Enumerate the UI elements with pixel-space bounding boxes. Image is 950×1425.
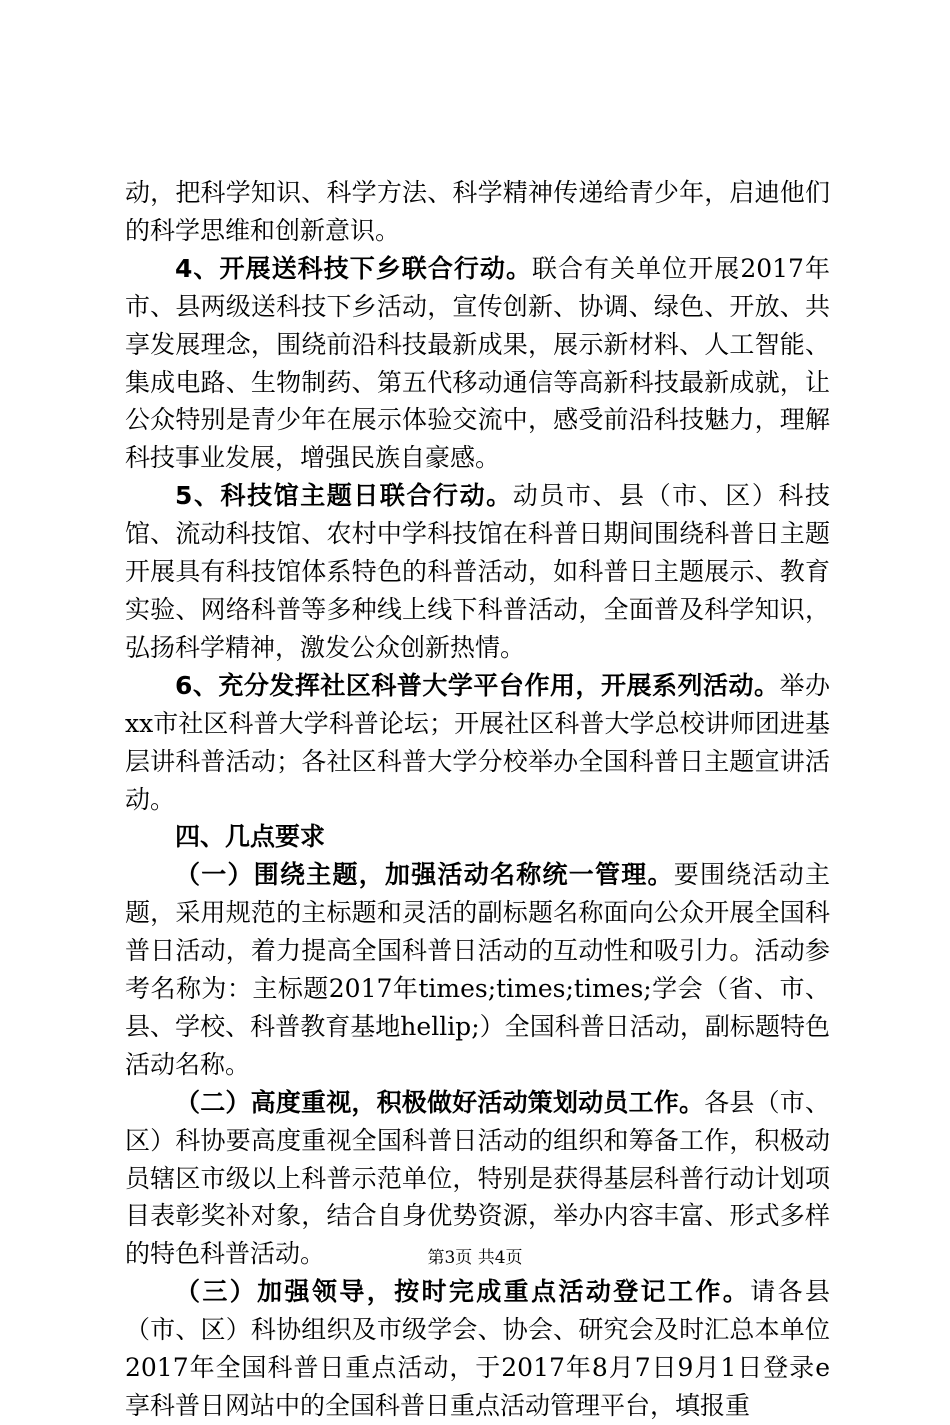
- paragraph-lead: （二）高度重视，积极做好活动策划动员工作。: [175, 1087, 705, 1117]
- paragraph-item-4: [125, 250, 830, 477]
- paragraph-text: 动员市、县（市、区）科技馆、流动科技馆、农村中学科技馆在科普日期间围绕科普日主题开展具有科技馆体系特色的科普活动，如科普日主题展示、教育实验、网络科普等多种线上线下科普活动，全面普及科学知识，弘扬科学精神，激发公众创新热情。: [125, 481, 830, 662]
- section-heading-text: 四、几点要求: [175, 822, 326, 852]
- paragraph-text: 动，把科学知识、科学方法、科学精神传递给青少年，启迪他们的科学思维和创新意识。: [125, 178, 830, 245]
- page-number-footer: 第3页 共4页: [427, 1248, 523, 1268]
- paragraph-item-5: [125, 477, 830, 667]
- paragraph-text: 各县（市、区）科协要高度重视全国科普日活动的组织和筹备工作，积极动员辖区市级以上科普示范单位，特别是获得基层科普行动计划项目表彰奖补对象，结合自身优势资源，举办内容丰富、形式多样的特色科普活动。: [125, 1087, 830, 1269]
- paragraph-lead: 6、充分发挥社区科普大学平台作用，开展系列活动。: [175, 670, 780, 700]
- paragraph-text: 联合有关单位开展2017年市、县两级送科技下乡活动，宣传创新、协调、绿色、开放、共享发展理念，围绕前沿科技最新成果，展示新材料、人工智能、集成电路、生物制药、第五代移动通信等高新科技最新成就，让公众特别是青少年在展示体验交流中，感受前沿科技魅力，理解科技事业发展，增强民族自豪感。: [125, 253, 831, 473]
- paragraph-lead: 4、开展送科技下乡联合行动。: [175, 253, 532, 283]
- section-heading: [125, 818, 830, 856]
- paragraph-item-6: [125, 667, 830, 819]
- paragraph-lead: 5、科技馆主题日联合行动。: [175, 481, 513, 511]
- paragraph-requirement-3: [125, 1273, 830, 1425]
- paragraph-requirement-1: [125, 856, 830, 1083]
- paragraph-lead: （三）加强领导，按时完成重点活动登记工作。: [175, 1277, 751, 1307]
- paragraph-text: 要围绕活动主题，采用规范的主标题和灵活的副标题名称面向公众开展全国科普日活动，着力提高全国科普日活动的互动性和吸引力。活动参考名称为：主标题2017年times;times;times;学会（省、市、县、学校、科普教育基地hellip;）全国科普日活动，副标题特色活动名称。: [125, 860, 830, 1079]
- paragraph-lead: （一）围绕主题，加强活动名称统一管理。: [175, 860, 674, 890]
- paragraph-continuation: [125, 174, 830, 250]
- paragraph-text: 请各县（市、区）科协组织及市级学会、协会、研究会及时汇总本单位2017年全国科普日重点活动，于2017年8月7日9月1日登录e享科普日网站中的全国科普日重点活动管理平台，填报重: [125, 1277, 830, 1420]
- document-body: [125, 174, 830, 1425]
- paragraph-text: 举办xx市社区科普大学科普论坛；开展社区科普大学总校讲师团进基层讲科普活动；各社区科普大学分校举办全国科普日主题宣讲活动。: [125, 670, 830, 814]
